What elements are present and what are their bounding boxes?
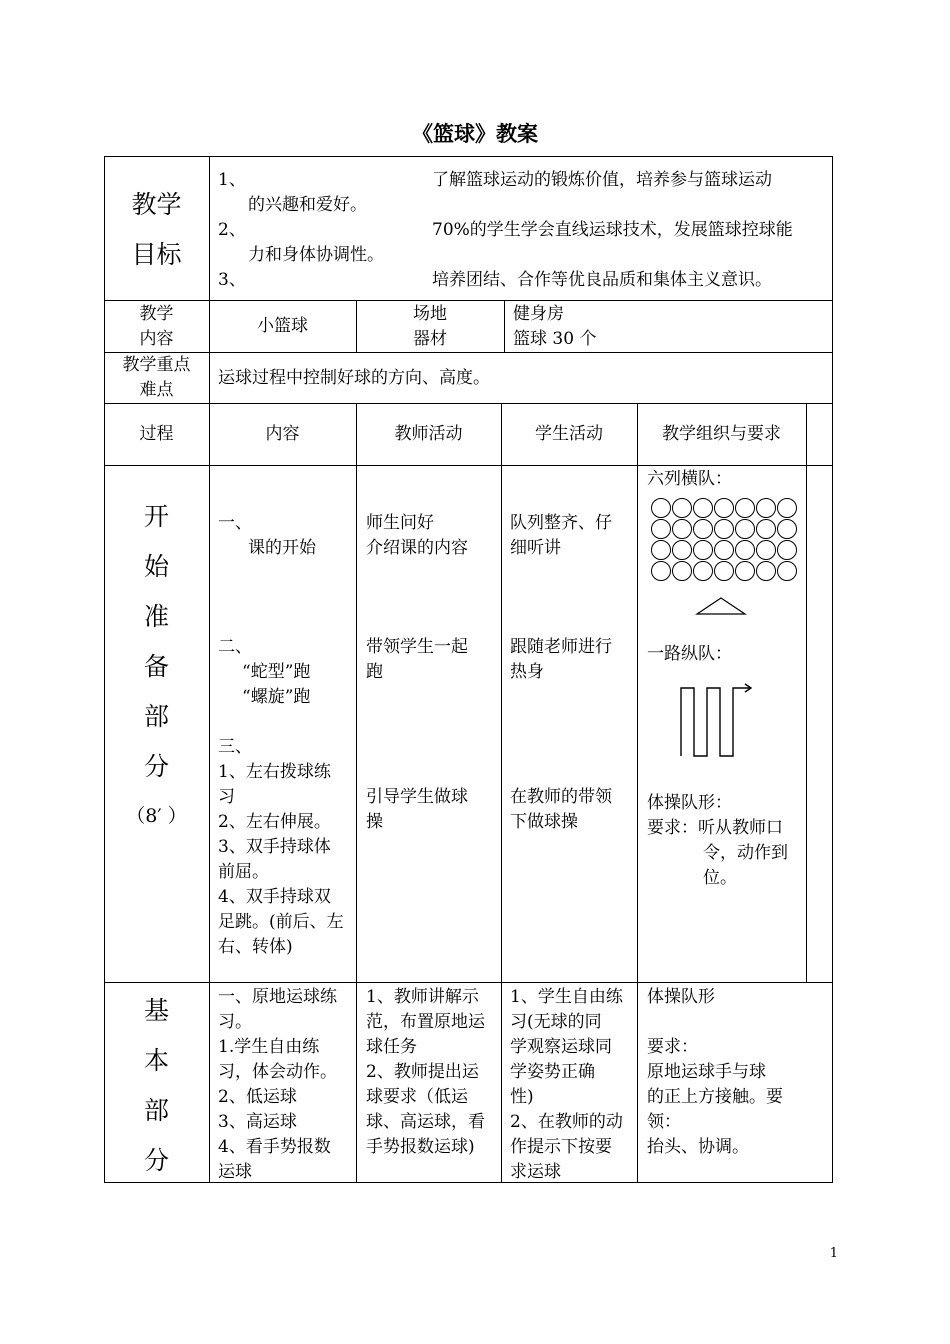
- student-circle-icon: [693, 561, 713, 581]
- student-circle-icon: [693, 519, 713, 539]
- formation-single-column-label: 一路纵队：: [647, 644, 732, 664]
- table-col-divider: [806, 403, 807, 983]
- section1-teacher-a: 师生问好 介绍课的内容: [366, 513, 468, 558]
- table-rule: [104, 465, 833, 466]
- student-circle-icon: [672, 498, 692, 518]
- section2-teacher-activity: 1、教师讲解示 范，布置原地运 球任务 2、教师提出运 球要求（低运 球、高运球，看 手势报数运球): [366, 987, 485, 1157]
- content-label: 教学 内容: [139, 304, 174, 349]
- section1-process-label: 开 始 准 备 部 分: [143, 502, 169, 781]
- table-rule: [104, 403, 833, 404]
- table-border-right: [832, 156, 833, 1183]
- section1-part1-text: 课的开始: [248, 538, 316, 558]
- table-col-divider: [501, 403, 502, 1183]
- teacher-triangle-icon: [695, 596, 747, 616]
- student-circle-icon: [714, 540, 734, 560]
- student-circle-icon: [672, 561, 692, 581]
- section1-part2-line2: “螺旋”跑: [242, 687, 311, 707]
- header-teacher-activity: 教师活动: [394, 424, 463, 444]
- student-circle-icon: [756, 561, 776, 581]
- table-col-divider: [209, 156, 210, 1183]
- header-content: 内容: [265, 424, 300, 444]
- student-circle-icon: [735, 498, 755, 518]
- section1-part1-number: 一、: [218, 513, 252, 533]
- section1-student-c: 在教师的带领 下做球操: [510, 787, 612, 832]
- table-rule: [104, 352, 833, 353]
- student-circle-icon: [777, 561, 797, 581]
- objective-1-text-cont: 的兴趣和爱好。: [248, 195, 367, 215]
- section1-part3-number: 三、: [218, 737, 252, 757]
- student-circle-icon: [756, 540, 776, 560]
- student-circle-icon: [693, 498, 713, 518]
- objective-2-number: 2、: [218, 220, 246, 240]
- table-col-divider: [504, 300, 505, 353]
- header-process: 过程: [139, 424, 174, 444]
- objective-3-number: 3、: [218, 270, 246, 290]
- section1-student-b: 跟随老师进行 热身: [510, 637, 612, 682]
- table-rule: [104, 300, 833, 301]
- objective-1-text: 了解篮球运动的锻炼价值，培养参与篮球运动: [432, 170, 772, 190]
- section1-part2-line1: “蛇型”跑: [242, 662, 311, 682]
- page-number: 1: [829, 1246, 838, 1261]
- key-points-value: 运球过程中控制好球的方向、高度。: [218, 368, 490, 388]
- objective-3-text: 培养团结、合作等优良品质和集体主义意识。: [432, 270, 772, 290]
- snake-run-path-diagram: [676, 682, 758, 760]
- section1-duration: （8′ ）: [126, 805, 187, 827]
- section2-organization: 体操队形 要求： 原地运球手与球 的正上方接触。要 领： 抬头、协调。: [647, 987, 783, 1157]
- section1-student-a: 队列整齐、仔 细听讲: [510, 513, 612, 558]
- table-border-bottom: [104, 1182, 833, 1183]
- section1-teacher-b: 带领学生一起 跑: [366, 637, 468, 682]
- student-circle-icon: [735, 540, 755, 560]
- table-border-top: [104, 156, 833, 157]
- section1-teacher-c: 引导学生做球 操: [366, 787, 468, 832]
- student-circle-icon: [777, 519, 797, 539]
- student-circle-icon: [756, 498, 776, 518]
- objective-2-text-cont: 力和身体协调性。: [248, 245, 384, 265]
- section2-content: 一、原地运球练 习。 1.学生自由练 习，体会动作。 2、低运球 3、高运球 4、看手势报数 运球: [218, 987, 337, 1182]
- section2-student-activity: 1、学生自由练 习(无球的同 学观察运球同 学姿势正确 性) 2、在教师的动 作提示下按要 求运球: [510, 987, 623, 1182]
- student-circle-icon: [735, 519, 755, 539]
- venue-value: 健身房 篮球 30 个: [513, 304, 597, 349]
- student-circle-icon: [714, 519, 734, 539]
- student-circle-icon: [651, 498, 671, 518]
- student-circle-icon: [714, 498, 734, 518]
- table-rule: [104, 982, 833, 983]
- requirement-line1: 要求：听从教师口: [647, 818, 783, 838]
- requirement-line3: 位。: [703, 868, 737, 888]
- formation-gymnastics-label: 体操队形：: [647, 793, 732, 813]
- six-row-formation-diagram: [651, 498, 801, 588]
- student-circle-icon: [651, 519, 671, 539]
- requirement-line2: 令，动作到: [703, 843, 788, 863]
- student-circle-icon: [693, 540, 713, 560]
- student-circle-icon: [756, 519, 776, 539]
- student-circle-icon: [735, 561, 755, 581]
- section1-part2-number: 二、: [218, 637, 252, 657]
- section1-part3-list: 1、左右拨球练 习 2、左右伸展。 3、双手持球体 前屈。 4、双手持球双 足跳。(前后、左 右、转体): [218, 762, 344, 957]
- table-col-divider: [356, 403, 357, 1183]
- header-organization: 教学组织与要求: [662, 424, 781, 444]
- venue-label: 场地 器材: [413, 304, 447, 349]
- key-points-label: 教学重点 难点: [122, 355, 191, 400]
- student-circle-icon: [651, 561, 671, 581]
- objectives-label: 教学 目标: [131, 190, 182, 269]
- student-circle-icon: [672, 519, 692, 539]
- objective-1-number: 1、: [218, 170, 246, 190]
- document-title: 《篮球》教案: [412, 121, 538, 146]
- table-col-divider: [637, 403, 638, 1183]
- formation-six-rows-label: 六列横队：: [647, 469, 732, 489]
- student-circle-icon: [777, 540, 797, 560]
- student-circle-icon: [714, 561, 734, 581]
- student-circle-icon: [672, 540, 692, 560]
- content-value: 小篮球: [257, 316, 308, 336]
- student-circle-icon: [651, 540, 671, 560]
- header-student-activity: 学生活动: [535, 424, 603, 444]
- student-circle-icon: [777, 498, 797, 518]
- section2-process-label: 基 本 部 分: [143, 996, 169, 1175]
- objective-2-text: 70%的学生学会直线运球技术，发展篮球控球能: [432, 220, 793, 240]
